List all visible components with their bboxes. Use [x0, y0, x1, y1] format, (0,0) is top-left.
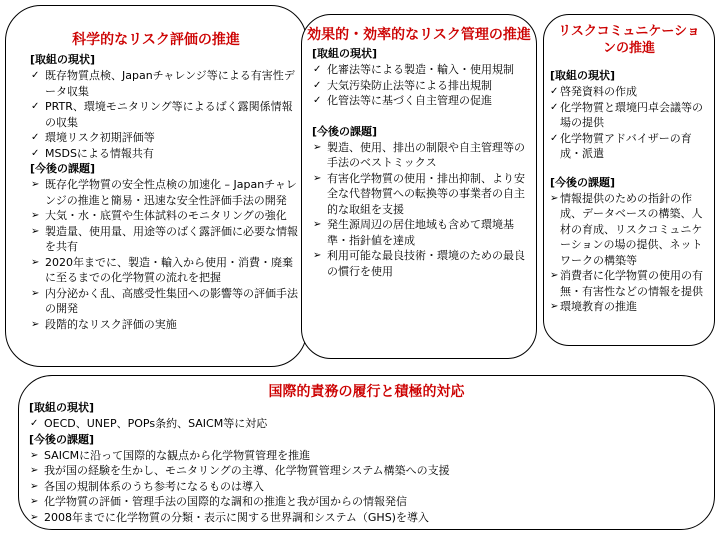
list-item: ➢ 製造量、使用量、用途等のばく露評価に必要な情報を共有 — [31, 224, 298, 253]
arrow-icon: ➢ — [31, 179, 40, 190]
future-issues-list — [312, 140, 528, 280]
panel-title: 国際的責務の履行と積極的対応 — [268, 384, 465, 400]
check-icon: ✓ — [30, 418, 39, 429]
panel-title: リスクコミュニケーションの推進 — [558, 24, 700, 56]
check-icon: ✓ — [313, 79, 322, 91]
list-item: ✓ OECD、UNEP、POPs条約、SAICM等に対応 — [30, 417, 268, 430]
list-item: ✓ 化学物質アドバイザーの育成・派遣 — [550, 131, 692, 160]
list-item: ✓ 環境リスク初期評価等 — [31, 131, 155, 144]
arrow-icon: ➢ — [313, 141, 322, 153]
current-status-heading: [取組の現状] — [312, 47, 378, 60]
check-icon: ✓ — [31, 101, 40, 112]
check-icon: ✓ — [31, 132, 40, 143]
arrow-icon: ➢ — [313, 219, 322, 230]
list-item: ✓ 啓発資料の作成 — [550, 85, 637, 98]
list-item: ➢ 我が国の経験を生かし、モニタリングの主導、化学物質管理システム構築への支援 — [30, 464, 450, 477]
current-status-heading: [取組の現状] — [29, 401, 95, 414]
panel-risk-assessment — [5, 5, 307, 367]
list-item: ➢ 内分泌かく乱、高感受性集団への影響等の評価手法の開発 — [31, 286, 298, 315]
check-icon: ✓ — [313, 64, 322, 75]
arrow-icon: ➢ — [31, 256, 40, 268]
future-issues-heading: [今後の課題] — [29, 432, 95, 446]
list-item: ➢ 製造、使用、排出の制限や自主管理等の手法のベストミックス — [313, 140, 525, 169]
panel-title: 効果的・効率的なリスク管理の推進 — [307, 27, 531, 43]
arrow-icon: ➢ — [30, 496, 39, 507]
list-item: ➢ 段階的なリスク評価の実施 — [31, 317, 177, 331]
list-item: ➢ 大気・水・底質や生体試料のモニタリングの強化 — [31, 209, 287, 222]
future-issues-heading: [今後の課題] — [550, 175, 616, 189]
arrow-icon: ➢ — [31, 210, 40, 221]
list-item: ✓ 既存物質点検、Japanチャレンジ等による有害性データ収集 — [31, 69, 295, 98]
panel-title: 科学的なリスク評価の推進 — [72, 32, 240, 48]
check-icon: ✓ — [313, 95, 322, 106]
panel-risk-management — [301, 14, 537, 359]
arrow-icon: ➢ — [30, 449, 39, 461]
list-item: ➢ 2020年までに、製造・輸入から使用・消費・廃棄に至るまでの化学物質の流れを把握 — [31, 255, 293, 284]
future-issues-list — [29, 448, 704, 526]
arrow-icon: ➢ — [313, 250, 322, 261]
list-item: ➢ 2008年までに化学物質の分類・表示に関する世界調和システム（GHS)を導入 — [30, 510, 429, 524]
list-item: ✓ 大気汚染防止法等による排出規制 — [313, 78, 492, 92]
current-status-list — [29, 416, 704, 432]
arrow-icon: ➢ — [31, 225, 40, 237]
arrow-icon: ➢ — [30, 465, 39, 476]
list-item: ➢ SAICMに沿って国際的な観点から化学物質管理を推進 — [30, 448, 311, 462]
future-issues-list — [550, 191, 708, 315]
arrow-icon: ➢ — [550, 301, 559, 312]
list-item: ✓ MSDSによる情報共有 — [31, 146, 154, 160]
list-item: ➢ 各国の規制体系のうち参考になるものは導入 — [30, 479, 264, 493]
future-issues-heading: [今後の課題] — [30, 162, 96, 175]
panel-international — [18, 375, 715, 530]
arrow-icon: ➢ — [550, 192, 559, 204]
list-item: ➢ 既存化学物質の安全性点検の加速化 – Japanチャレンジの推進と簡易・迅速な安全性評価手法の開発 — [31, 178, 297, 207]
arrow-icon: ➢ — [313, 172, 322, 184]
arrow-icon: ➢ — [31, 318, 40, 330]
future-issues-list — [30, 177, 300, 332]
panel-risk-communication — [543, 14, 715, 346]
current-status-list — [312, 62, 528, 109]
arrow-icon: ➢ — [30, 511, 39, 523]
list-item: ✓ 化審法等による製造・輸入・使用規制 — [313, 63, 514, 76]
check-icon: ✓ — [550, 132, 559, 144]
check-icon: ✓ — [550, 101, 559, 113]
list-item: ➢ 消費者に化学物質の使用の有無・有害性などの情報を提供 — [550, 269, 703, 298]
future-issues-heading: [今後の課題] — [312, 124, 378, 138]
list-item: ➢ 有害化学物質の使用・排出抑制、より安全な代替物質への転換等の事業者の自主的な取組を支援 — [313, 171, 525, 216]
list-item: ➢ 利用可能な最良技術・環境のための最良の慣行を使用 — [313, 249, 525, 278]
list-item: ✓ 化学物質と環境円卓会議等の場の提供 — [550, 100, 703, 129]
check-icon: ✓ — [31, 147, 40, 159]
list-item: ➢ 情報提供のための指針の作成、データベースの構築、人材の育成、リスクコミュニケーションの場の提供、ネットワークの構築等 — [550, 191, 703, 267]
current-status-heading: [取組の現状] — [550, 69, 616, 82]
arrow-icon: ➢ — [30, 480, 39, 492]
arrow-icon: ➢ — [31, 287, 40, 299]
arrow-icon: ➢ — [550, 270, 559, 281]
check-icon: ✓ — [550, 86, 559, 97]
list-item: ➢ 発生源周辺の居住地域も含めて環境基準・指針値を達成 — [313, 218, 514, 247]
current-status-list — [550, 84, 708, 162]
list-item: ✓ 化管法等に基づく自主管理の促進 — [313, 94, 492, 107]
current-status-list — [30, 68, 300, 161]
list-item: ➢ 化学物質の評価・管理手法の国際的な調和の推進と我が国からの情報発信 — [30, 495, 407, 508]
check-icon: ✓ — [31, 70, 40, 81]
list-item: ➢ 環境教育の推進 — [550, 300, 637, 313]
list-item: ✓ PRTR、環境モニタリング等によるばく露関係情報の収集 — [31, 100, 293, 129]
current-status-heading: [取組の現状] — [30, 53, 96, 66]
